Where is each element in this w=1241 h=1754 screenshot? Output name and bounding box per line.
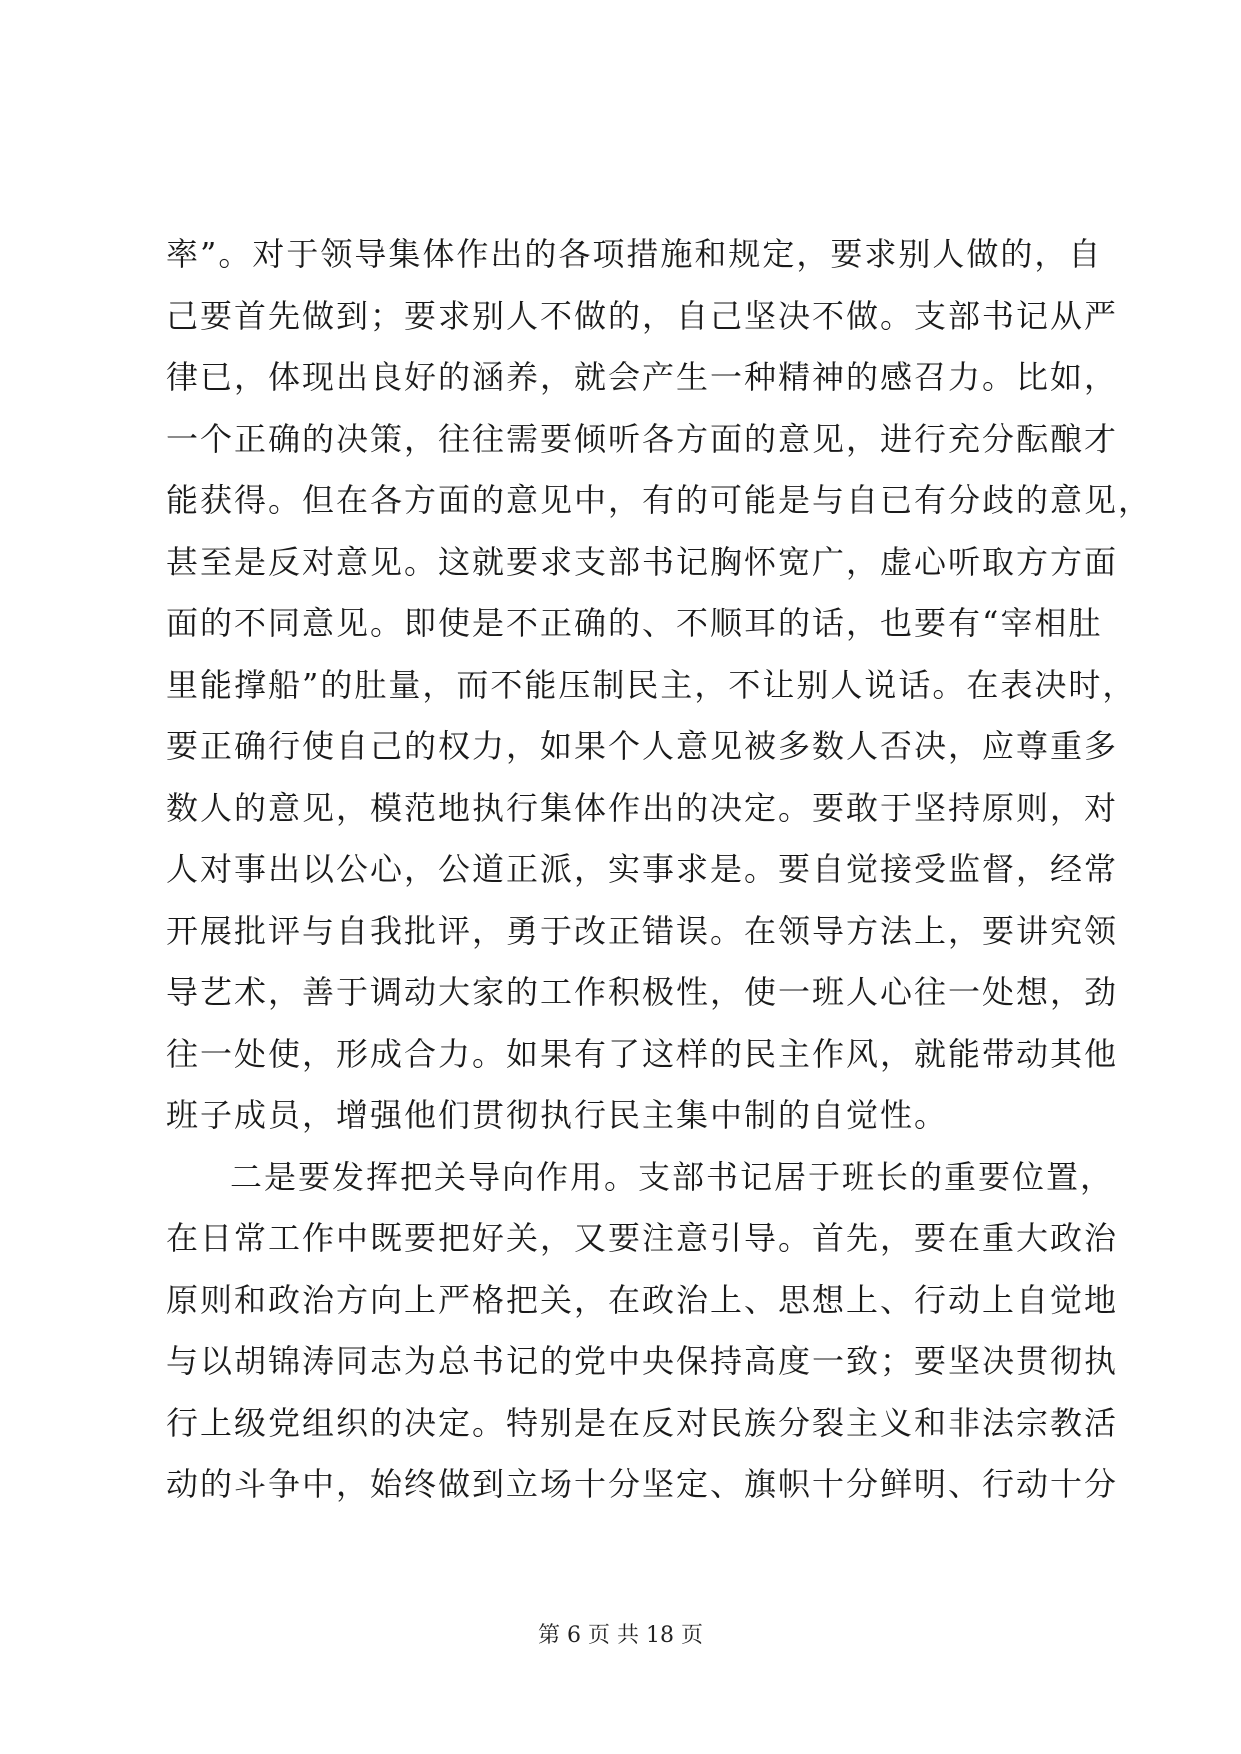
text-line: 己要首先做到；要求别人不做的，自己坚决不做。支部书记从严 <box>166 296 1119 335</box>
text-line: 开展批评与自我批评，勇于改正错误。在领导方法上，要讲究领 <box>166 911 1119 950</box>
text-line: 率”。对于领导集体作出的各项措施和规定，要求别人做的，自 <box>166 235 1103 273</box>
text-line: 律已，体现出良好的涵养，就会产生一种精神的感召力。比如， <box>166 358 1119 396</box>
page-footer <box>0 1618 1241 1649</box>
text-line: 甚至是反对意见。这就要求支部书记胸怀宽广，虚心听取方方面 <box>166 542 1119 581</box>
text-line: 面的不同意见。即使是不正确的、不顺耳的话，也要有“宰相肚 <box>166 604 1103 642</box>
text-line: 与以胡锦涛同志为总书记的党中央保持高度一致；要坚决贯彻执 <box>166 1342 1119 1380</box>
text-line: 往一处使，形成合力。如果有了这样的民主作风，就能带动其他 <box>166 1034 1119 1073</box>
text-line: 里能撑船”的肚量，而不能压制民主，不让别人说话。在表决时， <box>166 665 1137 704</box>
page-number-label: 第 6 页 共 18 页 <box>538 1623 703 1648</box>
text-line: 一个正确的决策，往往需要倾听各方面的意见，进行充分酝酿才 <box>166 419 1119 458</box>
text-line: 在日常工作中既要把好关，又要注意引导。首先，要在重大政治 <box>166 1219 1119 1257</box>
text-line: 人对事出以公心，公道正派，实事求是。要自觉接受监督，经常 <box>166 850 1119 888</box>
paragraph-first-line: 二是要发挥把关导向作用。支部书记居于班长的重要位置， <box>230 1157 1115 1196</box>
text-line: 行上级党组织的决定。特别是在反对民族分裂主义和非法宗教活 <box>166 1403 1119 1442</box>
text-line: 能获得。但在各方面的意见中，有的可能是与自已有分歧的意见， <box>166 481 1153 519</box>
text-line: 原则和政治方向上严格把关，在政治上、思想上、行动上自觉地 <box>166 1280 1119 1319</box>
document-body <box>166 235 1153 1528</box>
text-line: 数人的意见，模范地执行集体作出的决定。要敢于坚持原则，对 <box>166 788 1119 827</box>
text-line: 动的斗争中，始终做到立场十分坚定、旗帜十分鲜明、行动十分 <box>166 1465 1119 1503</box>
text-line: 导艺术，善于调动大家的工作积极性，使一班人心往一处想，劲 <box>166 973 1119 1011</box>
text-line: 要正确行使自己的权力，如果个人意见被多数人否决，应尊重多 <box>166 727 1119 765</box>
text-line: 班子成员，增强他们贯彻执行民主集中制的自觉性。 <box>166 1096 949 1134</box>
